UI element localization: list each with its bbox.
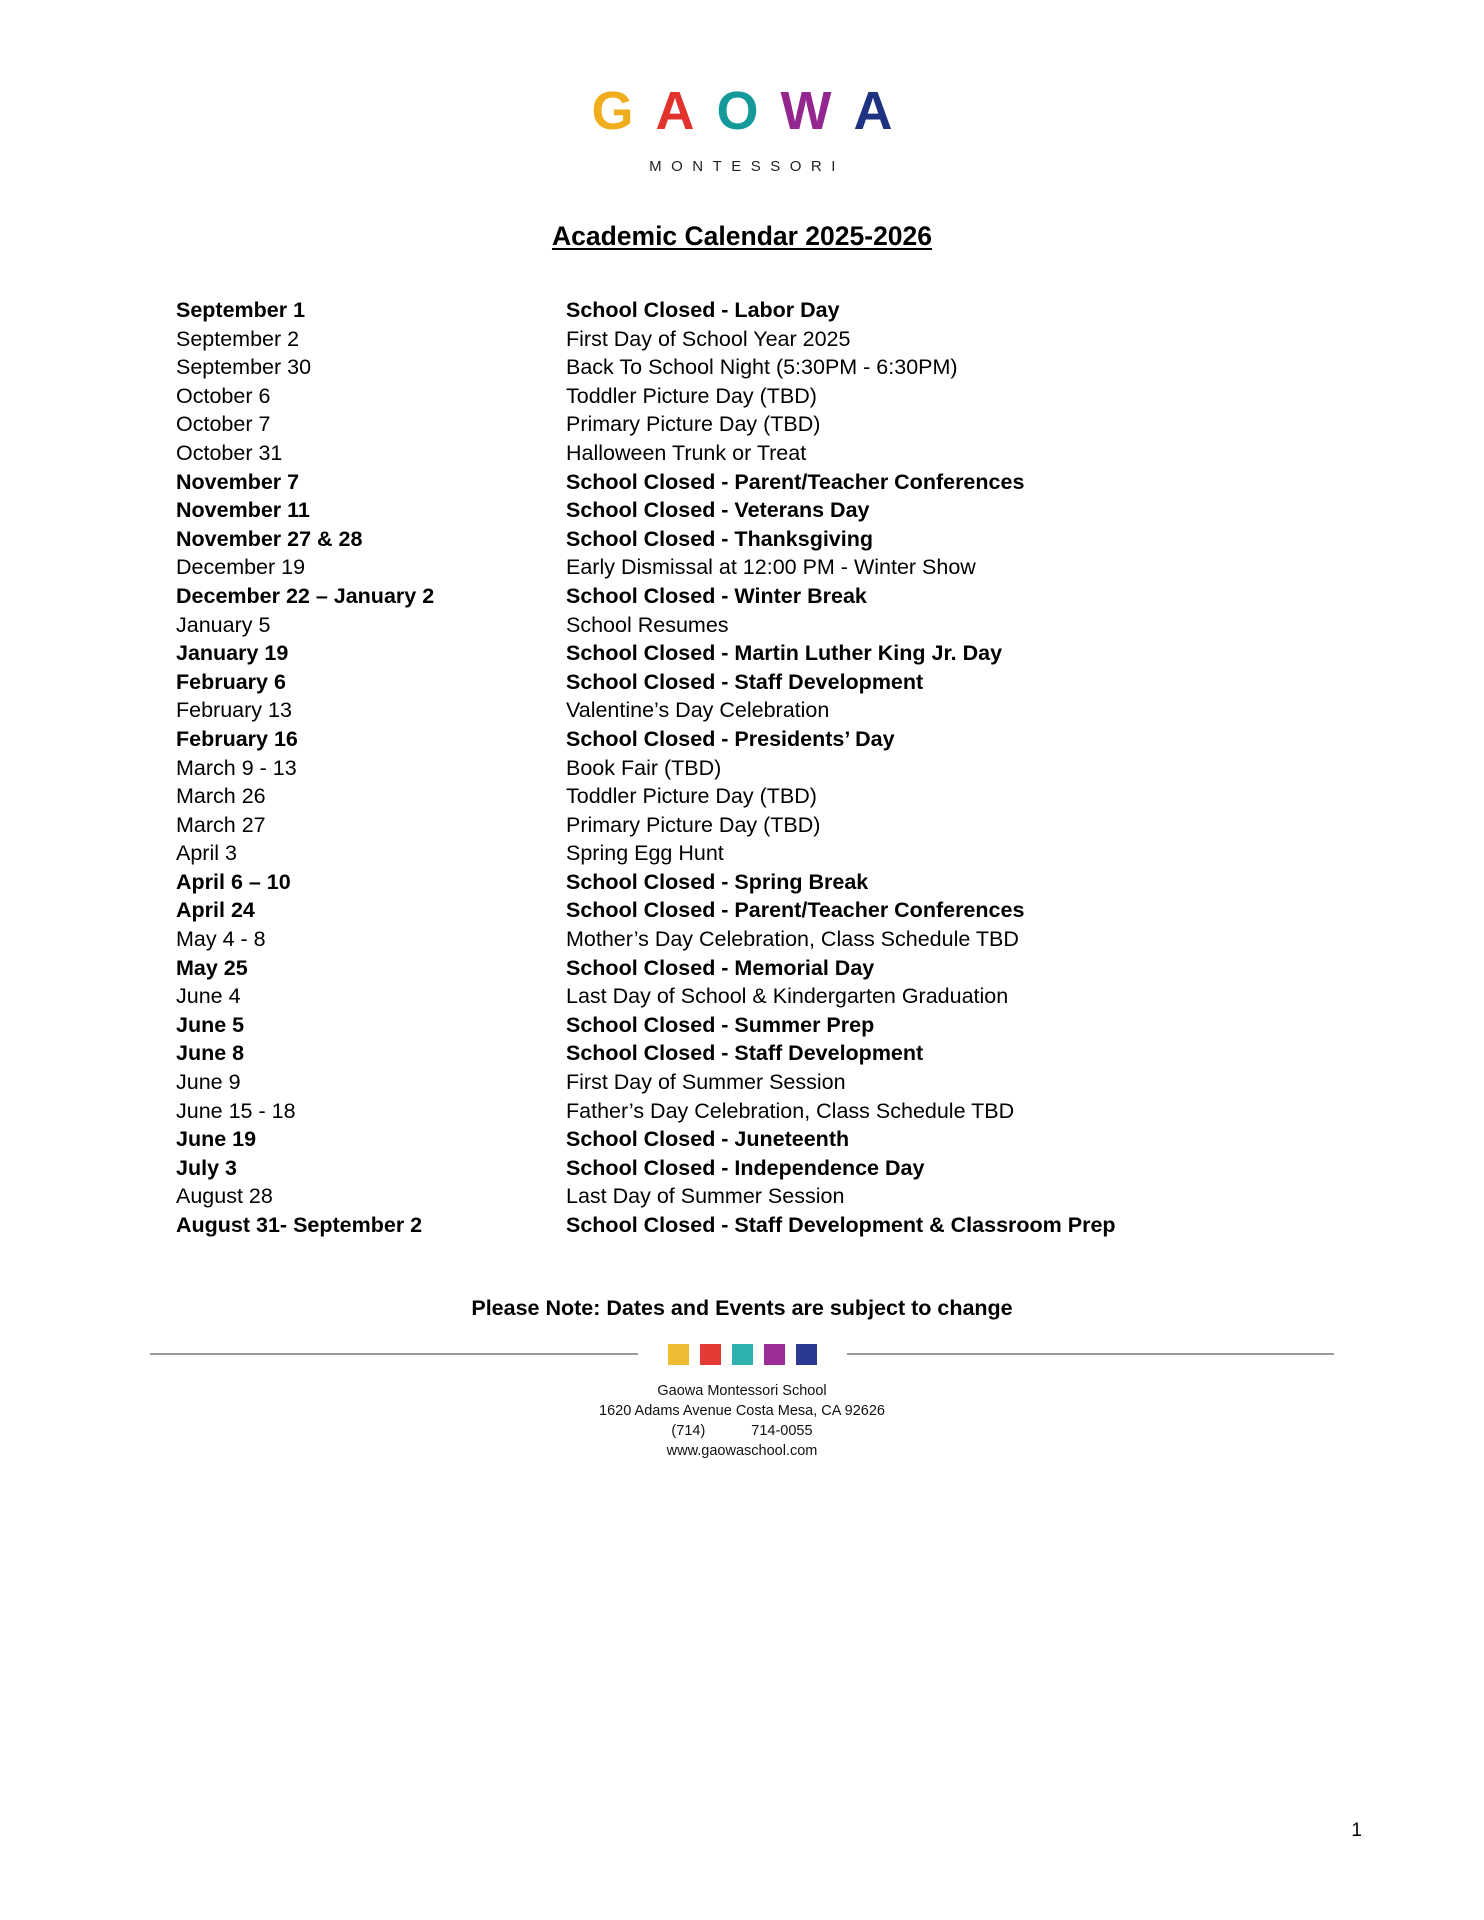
calendar-row	[176, 696, 1484, 725]
footer-contact-block	[0, 1381, 1484, 1461]
calendar-date: June 8	[176, 1041, 245, 1066]
calendar-event: First Day of Summer Session	[566, 1070, 846, 1095]
footer-address: 1620 Adams Avenue Costa Mesa, CA 92626	[599, 1402, 885, 1419]
calendar-date: April 6 – 10	[176, 869, 291, 894]
logo-wordmark	[591, 81, 915, 141]
color-swatch-4	[764, 1344, 785, 1365]
calendar-date: December 19	[176, 555, 306, 580]
calendar-event: Last Day of School & Kindergarten Graduation	[566, 984, 1009, 1009]
calendar-date: November 27 & 28	[176, 526, 363, 551]
calendar-row	[176, 639, 1484, 668]
calendar-row	[176, 1068, 1484, 1097]
calendar-row	[176, 1182, 1484, 1211]
footer-phone-number: 714-0055	[751, 1422, 813, 1439]
calendar-date: June 19	[176, 1127, 257, 1152]
calendar-event: School Closed - Staff Development	[566, 1041, 924, 1066]
school-logo	[0, 0, 1484, 175]
logo-subtitle: MONTESSORI	[649, 158, 845, 175]
calendar-event: Father’s Day Celebration, Class Schedule TBD	[566, 1098, 1015, 1123]
calendar-event: School Closed - Parent/Teacher Conferences	[566, 898, 1025, 923]
calendar-row	[176, 925, 1484, 954]
calendar-row	[176, 1039, 1484, 1068]
calendar-event: School Closed - Juneteenth	[566, 1127, 850, 1152]
calendar-date: August 31- September 2	[176, 1213, 423, 1237]
logo-letter-a2: A	[853, 81, 915, 141]
calendar-row	[176, 668, 1484, 697]
calendar-date: June 15 - 18	[176, 1098, 296, 1123]
calendar-event: Spring Egg Hunt	[566, 841, 724, 866]
calendar-row	[176, 982, 1484, 1011]
calendar-date: July 3	[176, 1155, 237, 1180]
calendar-event: School Closed - Labor Day	[566, 298, 840, 322]
calendar-event: Primary Picture Day (TBD)	[566, 812, 821, 837]
calendar-row	[176, 811, 1484, 840]
calendar-row	[176, 439, 1484, 468]
calendar-date: September 1	[176, 298, 306, 322]
logo-letter-a1: A	[655, 81, 717, 141]
calendar-date: May 4 - 8	[176, 927, 266, 952]
calendar-date: April 3	[176, 841, 237, 866]
calendar-event: School Closed - Independence Day	[566, 1155, 925, 1180]
calendar-row	[176, 468, 1484, 497]
calendar-event: School Closed - Winter Break	[566, 583, 867, 608]
calendar-row	[176, 611, 1484, 640]
calendar-event: School Closed - Spring Break	[566, 869, 869, 894]
calendar-row	[176, 296, 1484, 325]
calendar-row	[176, 754, 1484, 783]
calendar-date: March 26	[176, 784, 266, 809]
calendar-event: Mother’s Day Celebration, Class Schedule TBD	[566, 927, 1019, 952]
calendar-event: Book Fair (TBD)	[566, 755, 722, 780]
calendar-row	[176, 325, 1484, 354]
calendar-event: Halloween Trunk or Treat	[566, 440, 807, 465]
calendar-row	[176, 868, 1484, 897]
calendar-date: October 31	[176, 440, 283, 465]
calendar-row	[176, 896, 1484, 925]
calendar-event: Last Day of Summer Session	[566, 1184, 845, 1209]
calendar-row	[176, 553, 1484, 582]
calendar-event: School Resumes	[566, 612, 729, 637]
footer-website: www.gaowaschool.com	[666, 1442, 818, 1459]
logo-letter-w: W	[780, 81, 854, 141]
calendar-event: Early Dismissal at 12:00 PM - Winter Show	[566, 555, 976, 580]
calendar-event: School Closed - Martin Luther King Jr. Day	[566, 641, 1003, 666]
calendar-event: School Closed - Presidents’ Day	[566, 726, 895, 751]
calendar-date: March 27	[176, 812, 266, 837]
calendar-date: August 28	[176, 1184, 273, 1209]
calendar-date: October 6	[176, 383, 271, 408]
calendar-date: November 7	[176, 469, 300, 494]
calendar-row	[176, 525, 1484, 554]
calendar-event: Primary Picture Day (TBD)	[566, 412, 821, 437]
calendar-date: March 9 - 13	[176, 755, 297, 780]
decorative-divider	[0, 1344, 1484, 1365]
calendar-date: January 19	[176, 641, 289, 666]
calendar-date: February 13	[176, 698, 292, 723]
calendar-row	[176, 782, 1484, 811]
logo-letter-o: O	[716, 81, 781, 141]
color-swatch-3	[732, 1344, 753, 1365]
page-title	[0, 221, 1484, 252]
calendar-row	[176, 1211, 1484, 1240]
calendar-row	[176, 1125, 1484, 1154]
calendar-list	[0, 296, 1484, 1240]
calendar-row	[176, 1011, 1484, 1040]
footer-phone-area: (714)	[671, 1422, 706, 1439]
calendar-date: June 4	[176, 984, 241, 1009]
color-swatch-2	[700, 1344, 721, 1365]
footer-phone	[0, 1421, 1484, 1441]
calendar-date: June 9	[176, 1070, 241, 1095]
calendar-date: January 5	[176, 612, 271, 637]
calendar-event: School Closed - Staff Development & Classroom Prep	[566, 1213, 1116, 1237]
calendar-row	[176, 353, 1484, 382]
calendar-row	[176, 839, 1484, 868]
color-swatch-5	[796, 1344, 817, 1365]
color-swatch-group	[638, 1344, 847, 1365]
calendar-date: February 16	[176, 726, 298, 751]
divider-rule-right	[847, 1353, 1335, 1355]
calendar-row	[176, 954, 1484, 983]
color-swatch-1	[668, 1344, 689, 1365]
calendar-row	[176, 582, 1484, 611]
page-number: 1	[1351, 1820, 1362, 1841]
footer-school-name: Gaowa Montessori School	[657, 1382, 827, 1399]
calendar-event: School Closed - Summer Prep	[566, 1012, 875, 1037]
calendar-event: School Closed - Memorial Day	[566, 955, 875, 980]
calendar-date: April 24	[176, 898, 255, 923]
calendar-row	[176, 496, 1484, 525]
calendar-event: School Closed - Veterans Day	[566, 498, 870, 523]
calendar-row	[176, 382, 1484, 411]
calendar-date: December 22 – January 2	[176, 583, 435, 608]
calendar-date: September 30	[176, 355, 312, 380]
divider-rule-left	[150, 1353, 638, 1355]
calendar-row	[176, 410, 1484, 439]
calendar-row	[176, 1154, 1484, 1183]
calendar-event: School Closed - Staff Development	[566, 669, 924, 694]
calendar-date: October 7	[176, 412, 271, 437]
calendar-event: First Day of School Year 2025	[566, 326, 851, 351]
calendar-date: February 6	[176, 669, 286, 694]
calendar-event: Valentine’s Day Celebration	[566, 698, 830, 723]
calendar-event: School Closed - Thanksgiving	[566, 526, 874, 551]
calendar-date: September 2	[176, 326, 300, 351]
calendar-row	[176, 1097, 1484, 1126]
page-title-text: Academic Calendar 2025-2026	[551, 221, 933, 251]
logo-letter-g: G	[591, 81, 656, 141]
calendar-event: Toddler Picture Day (TBD)	[566, 784, 817, 809]
calendar-row	[176, 725, 1484, 754]
disclaimer-note: Please Note: Dates and Events are subject to change	[471, 1295, 1013, 1320]
calendar-date: May 25	[176, 955, 248, 980]
calendar-date: June 5	[176, 1012, 245, 1037]
calendar-event: Toddler Picture Day (TBD)	[566, 383, 817, 408]
calendar-event: School Closed - Parent/Teacher Conferences	[566, 469, 1025, 494]
calendar-date: November 11	[176, 498, 310, 523]
calendar-event: Back To School Night (5:30PM - 6:30PM)	[566, 355, 958, 380]
